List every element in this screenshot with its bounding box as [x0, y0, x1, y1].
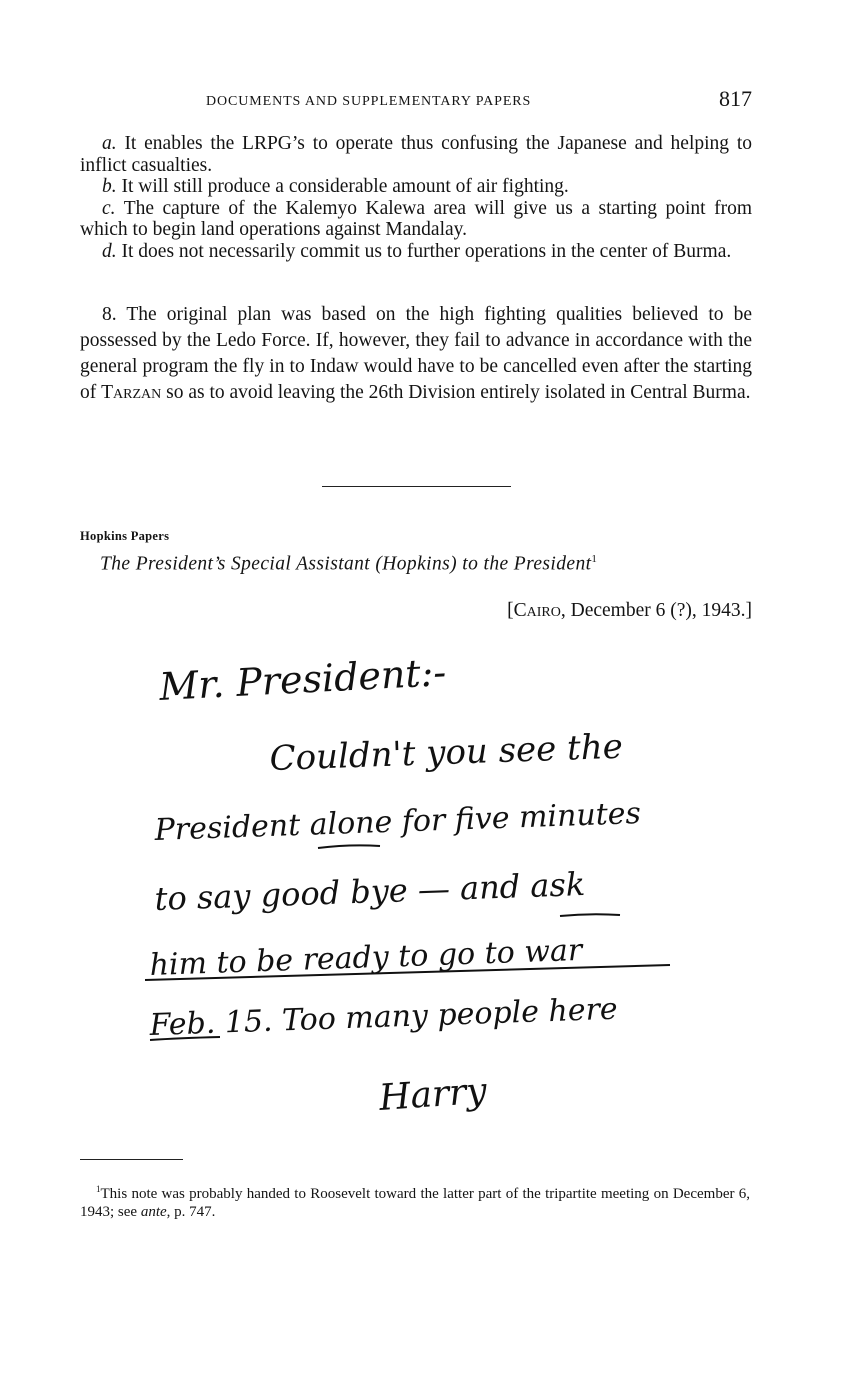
- document-title-text: The President’s Special Assistant (Hopkins) to the President: [100, 553, 592, 575]
- page-number: 817: [719, 86, 752, 111]
- place-date-line: [507, 600, 752, 622]
- list-item-text: The capture of the Kalemyo Kalewa area will give us a starting point from which to begin land operations against Mandalay.: [80, 197, 752, 240]
- footnote-text-end: , p. 747.: [166, 1204, 216, 1220]
- list-marker: c.: [102, 197, 116, 219]
- list-item-text: It enables the LRPG’s to operate thus confusing the Japanese and helping to inflict casualties.: [80, 133, 753, 176]
- handwritten-line: Couldn't you see the: [268, 726, 624, 779]
- codename-tarzan: Tarzan: [101, 382, 162, 403]
- list-marker: d.: [102, 240, 117, 262]
- footnote-marker: 1: [96, 1184, 101, 1194]
- paragraph-text-end: so as to avoid leaving the 26th Division entirely isolated in Central Burma.: [161, 382, 751, 403]
- document-title: [100, 553, 597, 576]
- list-item-text: It does not necessarily commit us to further operations in the center of Burma.: [121, 240, 732, 262]
- section-divider: [322, 486, 511, 487]
- paragraph-8: [80, 302, 752, 406]
- list-marker: a.: [102, 133, 117, 154]
- source-label: Hopkins Papers: [80, 529, 170, 543]
- paragraph-text: 8. The original plan was based on the high fighting qualities believed to be possessed by the Ledo Force. If, however, they fail to advance in accordance with the general program the fly in to Indaw would have to be cancelled even after the starting of: [80, 304, 752, 403]
- underline-alone: [318, 845, 380, 848]
- footnote-ref: 1: [591, 553, 598, 565]
- lettered-list: [80, 133, 752, 262]
- list-item: [80, 241, 752, 263]
- page-header: [80, 88, 752, 118]
- handwritten-signature: Harry: [377, 1070, 488, 1119]
- date-text: , December 6 (?), 1943.]: [560, 600, 752, 621]
- handwritten-line: Feb. 15. Too many people here: [149, 991, 619, 1043]
- list-item: [80, 176, 752, 198]
- handwritten-note: [140, 630, 700, 1160]
- place-date-open: [: [507, 600, 514, 621]
- footnote-text: This note was probably handed to Roosevelt toward the latter part of the tripartite meeting on December 6, 1943; see: [80, 1186, 750, 1220]
- list-marker: b.: [102, 176, 117, 197]
- handwritten-line: Mr. President:-: [158, 650, 448, 709]
- list-item-text: It will still produce a considerable amount of air fighting.: [121, 176, 569, 197]
- footnote-italic: ante: [140, 1204, 167, 1220]
- handwritten-line: President alone for five minutes: [154, 796, 642, 848]
- handwritten-line: to say good bye — and ask: [153, 864, 586, 918]
- running-head: DOCUMENTS AND SUPPLEMENTARY PAPERS: [206, 94, 532, 109]
- underline-ask: [560, 914, 620, 916]
- footnote: [80, 1180, 750, 1221]
- place-name: Cairo: [513, 600, 561, 621]
- list-item: [80, 198, 752, 241]
- handwritten-line: him to be ready to go to war: [149, 932, 583, 983]
- list-item: [80, 133, 752, 176]
- footnote-rule: [80, 1159, 183, 1160]
